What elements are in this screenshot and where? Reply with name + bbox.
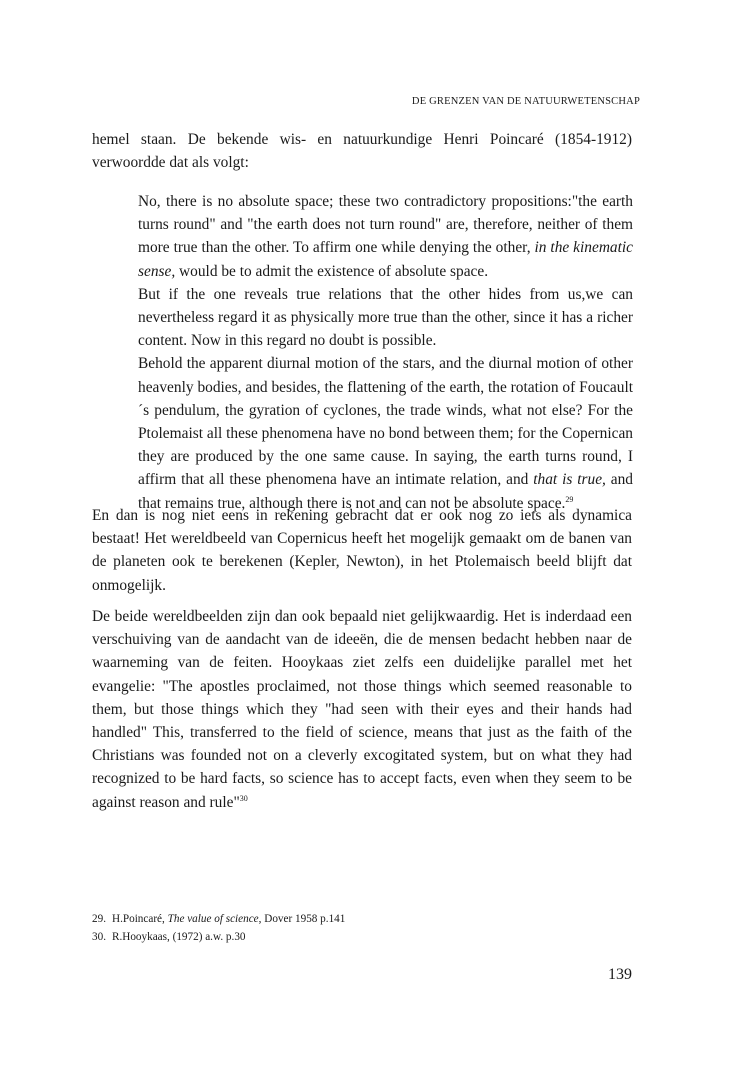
intro-text: hemel staan. De bekende wis- en natuurkundige Henri Poincaré (1854-1912) verwoordde dat als volgt: — [92, 131, 632, 172]
quote-paragraph-1 — [138, 190, 633, 283]
quote-paragraph-2: But if the one reveals true relations that the other hides from us,we can nevertheless regard it as physically more true than the other, since it has a richer content. Now in this regard no doubt is possible. — [138, 285, 633, 350]
footnote-title: The value of science — [167, 913, 259, 925]
quote-p3-text-a: Behold the apparent diurnal motion of the stars, and the diurnal motion of other heavenly bodies, and besides, the flattening of the earth, the rotation of Foucault´s pendulum, the gyration of cyclones, the trade winds, what not else? For the Ptolemaist all these phenomena have no bond between them; for the Copernican they are produced by the one same cause. In saying, the earth turns round, I affirm that all these phenomena have an intimate relation, and — [138, 355, 633, 489]
page-number: 139 — [608, 966, 632, 983]
footnote-30 — [92, 928, 640, 946]
intro-paragraph — [92, 128, 632, 174]
quote-p3-emphasis: that is true, — [533, 471, 606, 489]
quote-p1-emphasis: in the kinematic sense, — [138, 239, 634, 280]
running-header: DE GRENZEN VAN DE NATUURWETENSCHAP — [411, 96, 640, 107]
paragraph-2-text: En dan is nog niet eens in rekening gebracht dat er ook nog zo iets als dynamica bestaat! Het wereldbeeld van Copernicus heeft het mogelijk gemaakt om de banen van de planeten ook te berekenen (Kepler, Newton), in het Ptolemaisch beeld blijft dat onmogelijk. — [92, 507, 632, 594]
paragraph-3-text: De beide wereldbeelden zijn dan ook bepaald niet gelijkwaardig. Het is inderdaad een verschuiving van de aandacht van de ideeën, die de mensen bedacht hebben naar de waarneming van de feiten. Hooykaas ziet zelfs een duidelijke parallel met het evangelie: "The apostles proclaimed, not those things which seemed reasonable to them, but those things which they "had seen with their eyes and their hands had handled" This, transferred to the field of science, means that just as the faith of the Christians was founded not on a cleverly excogitated system, but on what they had recognized to be hard facts, so science has to accept facts, even when they seem to be against reason and rule" — [92, 608, 632, 811]
footnote-ref-30[interactable]: 30 — [239, 793, 248, 803]
footnote-rest: , Dover 1958 p.141 — [258, 913, 346, 925]
quote-p1-text-b: would be to admit the existence of absolute space. — [175, 262, 489, 280]
footnote-number: 29. — [92, 913, 106, 925]
block-quote — [138, 190, 633, 515]
paragraph-dynamica — [92, 504, 632, 597]
footnote-29 — [92, 910, 640, 928]
footnote-author: H.Poincaré, — [112, 913, 168, 925]
footnote-author: R.Hooykaas, (1972) a.w. p.30 — [112, 931, 246, 943]
paragraph-wereldbeelden — [92, 605, 632, 814]
footnote-number: 30. — [92, 931, 106, 943]
footnote-ref-29[interactable]: 29 — [565, 494, 574, 504]
footnotes — [92, 910, 640, 946]
paragraph-3-body — [92, 605, 632, 814]
quote-paragraph-3 — [138, 352, 633, 514]
quote-p1-text-a: No, there is no absolute space; these two contradictory propositions:"the earth turns round" and "the earth does not turn round" are, therefore, neither of them more true than the other. To affirm one while denying the other, — [138, 193, 633, 257]
quote-p3-text-b: and that remains true, although there is not and can not be absolute space. — [138, 471, 633, 512]
